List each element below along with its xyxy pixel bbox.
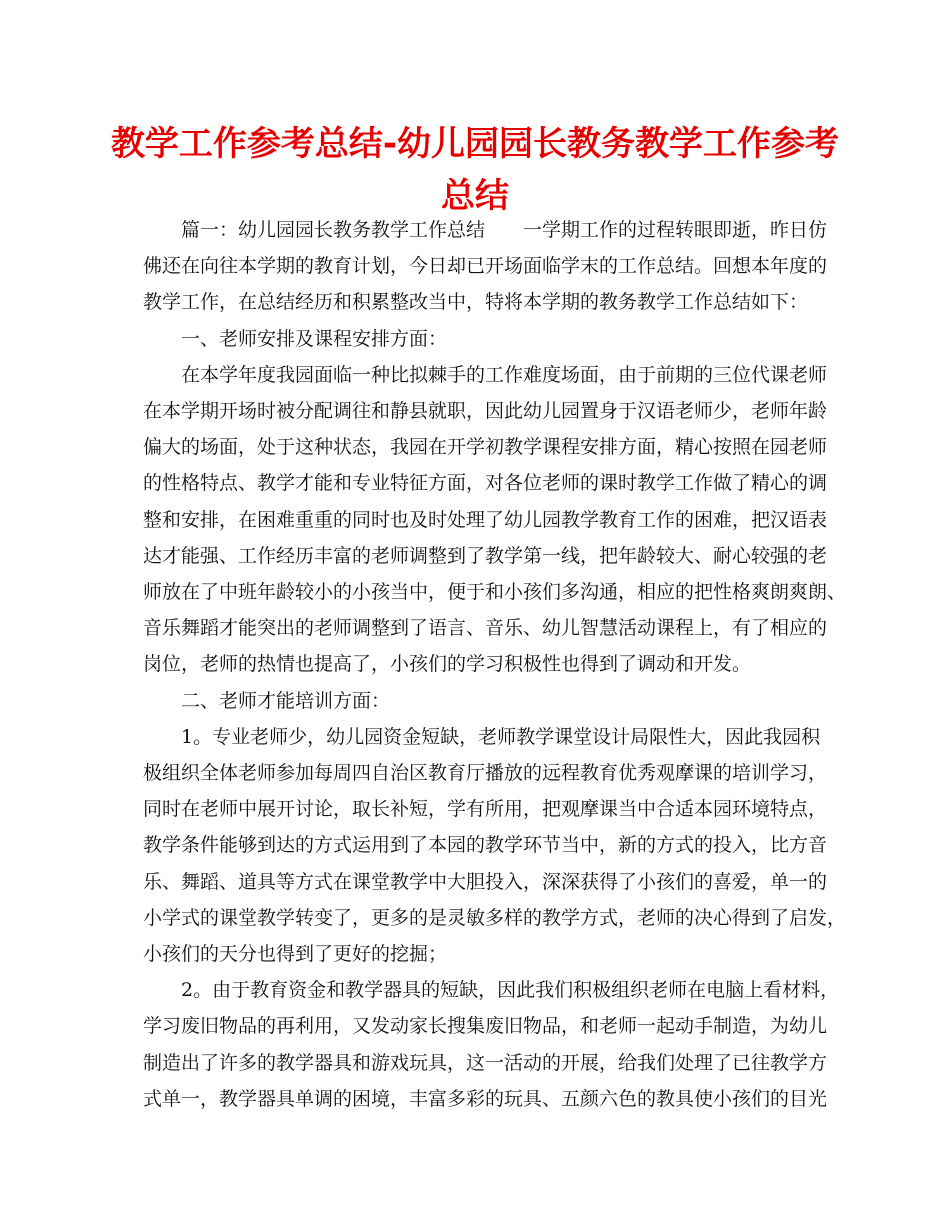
text-line: 岗位，老师的热情也提高了，小孩们的学习积极性也得到了调动和开发。: [143, 653, 752, 676]
text-line: 在本学年度我园面临一种比拟棘手的工作难度场面，由于前期的三位代课老师: [181, 363, 828, 386]
text-line: 小孩们的天分也得到了更好的挖掘；: [143, 943, 448, 966]
text-line: 佛还在向往本学期的教育计划，今日却已开场面临学末的工作总结。回想本年度的: [143, 255, 828, 278]
document-body: [143, 212, 847, 1117]
text-line: 2。由于教育资金和教学器具的短缺，因此我们积极组织老师在电脑上看材料，: [181, 979, 840, 1002]
text-line: 制造出了许多的教学器具和游戏玩具，这一活动的开展，给我们处理了已往教学方: [143, 1051, 828, 1074]
text-line: 在本学期开场时被分配调往和静县就职，因此幼儿园置身于汉语老师少，老师年龄: [143, 400, 828, 423]
text-line: 学习废旧物品的再利用，又发动家长搜集废旧物品，和老师一起动手制造，为幼儿: [143, 1015, 828, 1038]
text-line: 偏大的场面，处于这种状态，我园在开学初教学课程安排方面，精心按照在园老师: [143, 436, 828, 459]
title-line-2: 总结: [441, 176, 509, 216]
text-line: 篇一：幼儿园园长教务教学工作总结 一学期工作的过程转眼即逝，昨日仿: [181, 219, 828, 241]
text-line: 极组织全体老师参加每周四自治区教育厅播放的远程教育优秀观摩课的培训学习，: [143, 762, 828, 785]
text-line: 乐、舞蹈、道具等方式在课堂教学中大胆投入，深深获得了小孩们的喜爱，单一的: [143, 870, 828, 893]
text-line: 的性格特点、教学才能和专业特征方面，对各位老师的课时教学工作做了精心的调: [143, 472, 828, 495]
text-line: 教学工作，在总结经历和积累整改当中，特将本学期的教务教学工作总结如下：: [143, 291, 809, 314]
document-title: [110, 118, 840, 222]
section-heading: 二、老师才能培训方面：: [181, 689, 391, 712]
text-line: 同时在老师中展开讨论，取长补短，学有所用，把观摩课当中合适本园环境特点，: [143, 798, 828, 821]
text-line: 音乐舞蹈才能突出的老师调整到了语言、音乐、幼儿智慧活动课程上，有了相应的: [143, 617, 828, 640]
text-line: 1。专业老师少，幼儿园资金短缺，老师教学课堂设计局限性大，因此我园积: [181, 725, 821, 748]
text-line: 教学条件能够到达的方式运用到了本园的教学环节当中，新的方式的投入，比方音: [143, 834, 828, 857]
text-line: 师放在了中班年龄较小的小孩当中，便于和小孩们多沟通，相应的把性格爽朗爽朗、: [143, 581, 847, 604]
text-line: 小学式的课堂教学转变了，更多的是灵敏多样的教学方式，老师的决心得到了启发，: [143, 906, 847, 929]
text-line: 式单一，教学器具单调的困境，丰富多彩的玩具、五颜六色的教具使小孩们的目光: [143, 1087, 828, 1110]
text-line: 整和安排，在困难重重的同时也及时处理了幼儿园教学教育工作的困难，把汉语表: [143, 508, 828, 531]
section-heading: 一、老师安排及课程安排方面：: [181, 327, 448, 350]
text-line: 达才能强、工作经历丰富的老师调整到了教学第一线，把年龄较大、耐心较强的老: [143, 544, 828, 567]
title-line-1: 教学工作参考总结-幼儿园园长教务教学工作参考: [110, 124, 840, 164]
